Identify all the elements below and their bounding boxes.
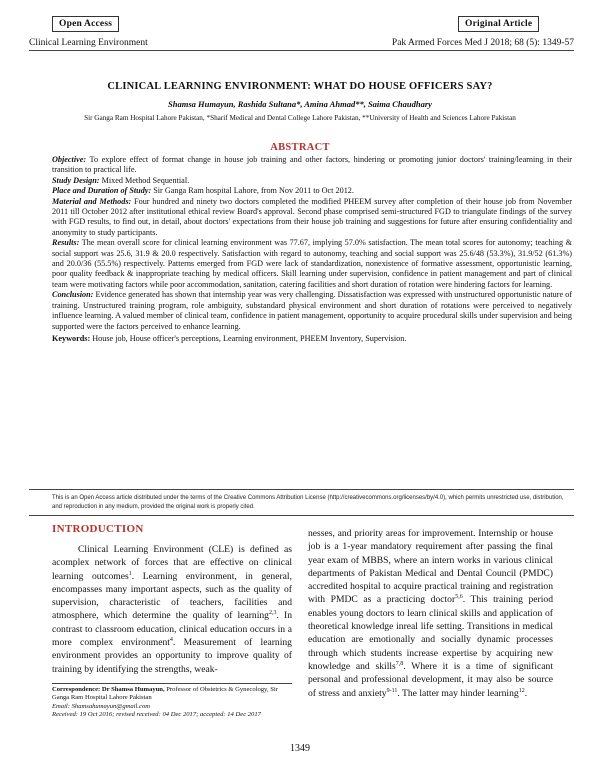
intro-text-2: . Learning environment, in general, encompasses many important aspects, such as the quality of supervision, characteristic of teachers, facilities and atmosphere, which determine the quality of learning xyxy=(52,570,292,622)
introduction-heading: INTRODUCTION xyxy=(52,523,144,535)
affiliations: Sir Ganga Ram Hospital Lahore Pakistan, *Sharif Medical and Dental College Lahore Pakistan, **University of Health and Sciences Lahore Pakistan xyxy=(84,114,516,122)
abstract-results xyxy=(52,238,572,290)
citation-4: 4 xyxy=(169,636,173,643)
article-title: CLINICAL LEARNING ENVIRONMENT: WHAT DO HOUSE OFFICERS SAY? xyxy=(107,81,493,92)
design-label: Study Design: xyxy=(52,175,100,185)
abstract-methods xyxy=(52,197,572,239)
abstract-heading: ABSTRACT xyxy=(270,142,330,153)
abstract-place xyxy=(52,186,572,196)
header-rule xyxy=(29,50,574,51)
conclusion-text: Evidence generated has shown that internship year was very challenging. Dissatisfaction was expressed with unstructured opportunistic nature of training. Unstructured training program, role ambiguity, substandard physical environment and short duration of rotations were perceived to negatively influence learning. A valued member of clinical team, confidence in patient management, opportunity to acquire procedural skills under supervision and being supported were the factors perceived to enhance learning. xyxy=(52,290,573,331)
objective-text: To explore effect of format change in house job training and other factors, hindering or promoting junior doctors' training/learning in their transition to practical life. xyxy=(52,155,572,175)
abstract-design xyxy=(52,176,572,186)
design-text: Mixed Method Sequential. xyxy=(101,175,190,185)
article-type-badge: Original Article xyxy=(458,16,539,32)
abstract-conclusion xyxy=(52,290,572,332)
author-list: Shamsa Humayun, Rashida Sultana*, Amina Ahmad**, Saima Chaudhary xyxy=(168,99,432,109)
intro-text-7: . Where it is a time of significant personal and professional development, it may also be source of stress and anxiety xyxy=(308,660,553,699)
citation-5-6: 5,6 xyxy=(455,594,463,601)
place-label: Place and Duration of Study: xyxy=(52,186,152,196)
correspondence-text: Professor of Obstetrics & Gynecology, Sir Ganga Ram Hospital Lahore Pakistan xyxy=(52,686,278,702)
results-label: Results: xyxy=(52,238,80,248)
journal-reference: Pak Armed Forces Med J 2018; 68 (5): 1349-57 xyxy=(391,38,574,48)
footnote-rule xyxy=(52,683,292,684)
keywords-label: Keywords: xyxy=(52,333,91,343)
conclusion-label: Conclusion: xyxy=(52,290,94,300)
intro-text-4: . Measurement of learning environment provides an opportunity to improve quality of training by identifying the strengths, weak- xyxy=(52,637,292,675)
objective-label: Objective: xyxy=(52,155,87,164)
intro-text-8: . The latter may hinder learning xyxy=(397,687,519,699)
correspondence-label: Correspondence: Dr Shamsa Humayun, xyxy=(52,686,165,693)
intro-right-column xyxy=(308,527,553,700)
intro-text-9: . xyxy=(524,687,528,699)
intro-paragraph-2 xyxy=(308,527,553,700)
open-access-badge: Open Access xyxy=(52,16,119,32)
abstract-objective xyxy=(52,155,572,176)
correspondence-block xyxy=(52,686,292,720)
citation-12: 12 xyxy=(518,687,525,694)
abstract-body xyxy=(52,155,572,344)
intro-text-5: nesses, and priority areas for improvement. Internship or house job is a 1-year mandatory requirement after passing the final year exam of MBBS, where an intern works in various clinical departments of Pakistan Medical and Dental Council (PMDC) accredited hospital to acquire practical training and registration with PMDC as a practicing doctor xyxy=(308,528,553,606)
running-section: Clinical Learning Environment xyxy=(29,38,148,48)
license-rule-top xyxy=(29,489,574,490)
license-note: This is an Open Access article distributed under the terms of the Creative Commons Attribution License (http://creativecommons.org/licenses/by/4.0), which permits unrestricted use, distribution, and reproduction in any medium, provided the original work is properly cited. xyxy=(52,495,564,510)
intro-text-3: . In contrast to classroom education, clinical education occurs in a more complex environment xyxy=(52,610,292,649)
abstract-keywords xyxy=(52,334,572,344)
keywords-text: House job, House officer's perceptions, Learning environment, PHEEM Inventory, Supervision. xyxy=(92,333,407,343)
correspondence-email: Email: Shamsahumayun@gmail.com xyxy=(52,702,151,710)
citation-9-11: 9-11 xyxy=(386,687,398,694)
correspondence-dates: Received: 19 Oct 2016; revised received: 04 Dec 2017; accepted: 14 Dec 2017 xyxy=(52,711,261,719)
citation-7-8: 7,8 xyxy=(395,660,404,667)
intro-text-1: Clinical Learning Environment (CLE) is defined as acomplex network of forces that are effective on clinical learning outcomes xyxy=(52,544,292,582)
intro-paragraph-1 xyxy=(52,543,292,676)
place-text: Sir Ganga Ram hospital Lahore, from Nov 2011 to Oct 2012. xyxy=(153,186,354,196)
intro-text-6: . This training period enables young doctors to learn clinical skills and application of theoretical knowledge inreal life setting. Transitions in medical education are emotionally and socially dynamic processes through which students increase expertise by acquiring new knowledge and skills xyxy=(308,594,554,672)
methods-label: Material and Methods: xyxy=(52,196,132,206)
results-text: The mean overall score for clinical learning environment was 77.67, implying 57.0% satisfaction. The mean total scores for autonomy; teaching & social support was 25.6, 31.9 & 20.0 respectively. Satisfaction with regard to autonomy, teaching and social support was 25.6/48 (53.3%), 31.9/52 (61.3%) and 20.0/36 (55.5%) respectively. Patterns emerged from FGD were lack of standardization, nonexistence of formative assessment, opportunistic learning, poor quality feedback & inappropriate teaching by medical officers. Skill learning under supervision, confidence in patient management and part of clinical team were motivating factors while poor accommodation, sanitation, catering facilities and short duration of rotation were hindering factors for learning. xyxy=(52,238,572,289)
citation-2-3: 2,3 xyxy=(268,610,277,617)
intro-left-column xyxy=(52,543,292,676)
citation-1: 1 xyxy=(128,570,132,577)
page-number: 1349 xyxy=(290,743,310,754)
license-rule-bottom xyxy=(29,515,574,516)
methods-text: Four hundred and ninety two doctors completed the modified PHEEM survey after completion of their house job from November 2011 till October 2012 after institutional ethical review Board's approval. Second phase comprised semi-structured FGD to triangulate findings of the survey with FGD results, to find out, in detail, about doctors' expectations from their house job training and suggestions for future after ensuring confidentiality and anonymity to study participants. xyxy=(52,196,572,237)
